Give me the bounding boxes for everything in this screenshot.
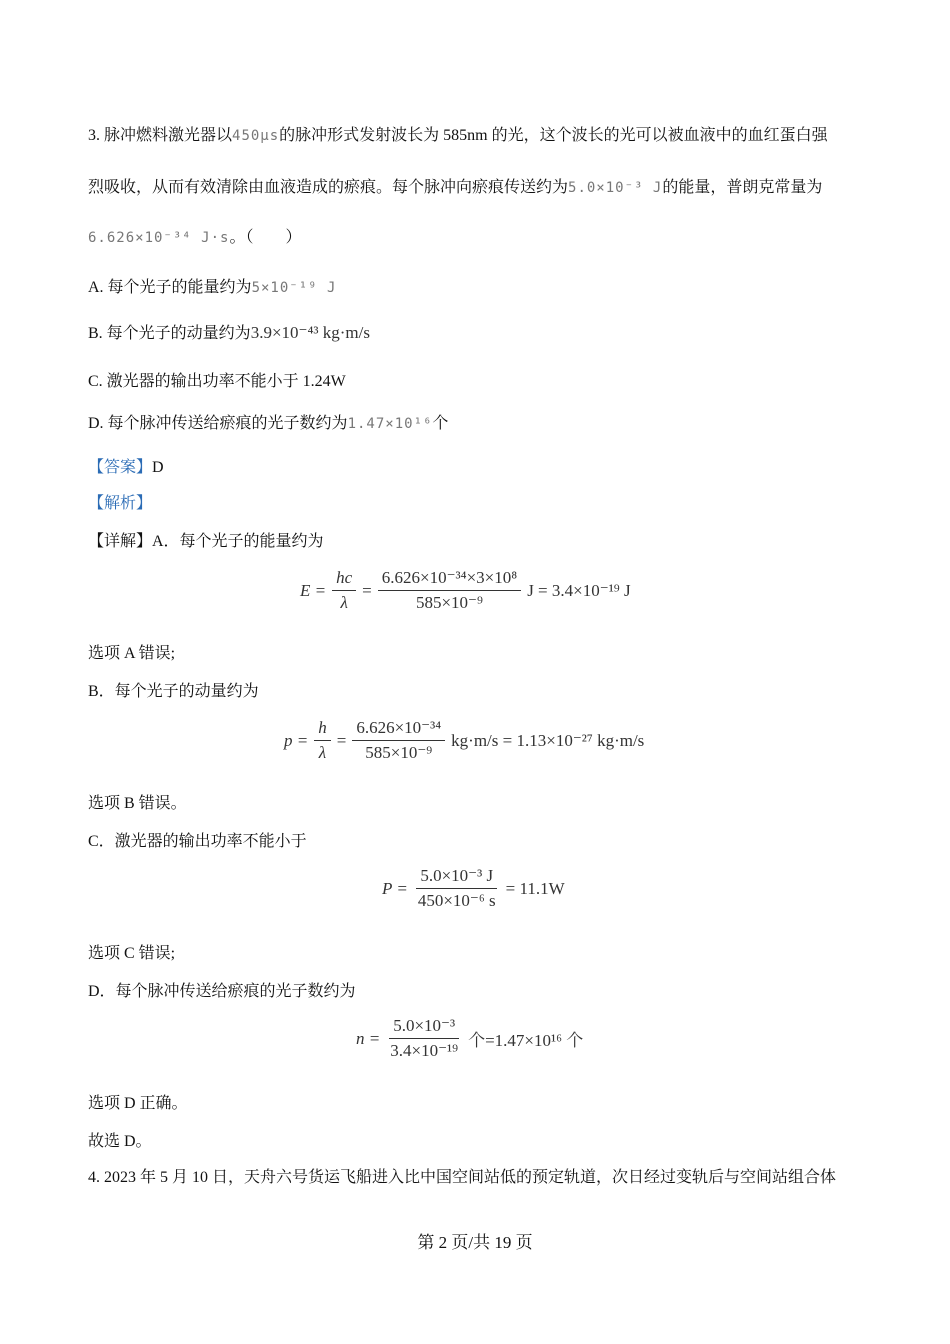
detail-intro-a: 【详解】A．每个光子的能量约为	[88, 533, 324, 550]
fraction-denominator: 3.4×10⁻¹⁹	[390, 1041, 459, 1060]
fraction-denominator: λ	[318, 743, 327, 762]
equation-a	[300, 568, 631, 613]
fraction-values	[414, 866, 500, 911]
equation-rhs: = 11.1W	[505, 878, 565, 898]
detail-intro-b: B．每个光子的动量约为	[88, 683, 259, 700]
fraction-numerator: 6.626×10⁻³⁴×3×10⁸	[378, 568, 521, 591]
equation-lhs: n =	[356, 1028, 381, 1048]
question-4-line-1: 4. 2023 年 5 月 10 日，天舟六号货运飞船进入比中国空间站低的预定轨道，次日经过变轨后与空间站组合体	[88, 1169, 837, 1186]
fraction-numerator: hc	[332, 568, 356, 591]
option-d	[88, 410, 448, 433]
page-number: 第 2 页/共 19 页	[417, 1233, 533, 1252]
math-image-option-a: 5×10⁻¹⁹ J	[251, 280, 337, 296]
option-a	[88, 274, 336, 297]
option-b	[88, 320, 370, 343]
detail-intro-d: D．每个脉冲传送给瘀痕的光子数约为	[88, 983, 356, 1000]
fraction-values	[378, 568, 521, 613]
question-3-line-1	[88, 122, 828, 145]
equation-rhs: J = 3.4×10⁻¹⁹ J	[527, 580, 631, 600]
math-image-pulse-duration: 450μs	[232, 128, 280, 144]
equation-lhs: E =	[300, 580, 327, 600]
fraction-denominator: 585×10⁻⁹	[365, 743, 433, 762]
conclusion-b: 选项 B 错误。	[88, 795, 187, 812]
analysis-tag: 【解析】	[88, 495, 153, 512]
fraction-values	[352, 718, 445, 763]
fraction-numerator: h	[314, 718, 331, 741]
question-3-line-3	[88, 224, 301, 247]
equation-lhs: P =	[382, 878, 408, 898]
option-c: C. 激光器的输出功率不能小于 1.24W	[88, 373, 346, 390]
equals-sign: =	[362, 580, 372, 600]
fraction-denominator: 585×10⁻⁹	[415, 593, 483, 612]
answer-tag: 【答案】	[88, 459, 153, 476]
equation-d	[356, 1016, 583, 1061]
question-text: 的脉冲形式发射波长为 585nm 的光，这个波长的光可以被血液中的血红蛋白强	[279, 127, 828, 144]
detail-intro-c: C．激光器的输出功率不能小于	[88, 833, 307, 850]
answer-value: D	[152, 459, 164, 476]
final-answer: 故选 D。	[88, 1133, 152, 1150]
fraction-numerator: 5.0×10⁻³	[389, 1016, 459, 1039]
question-text: 。（ ）	[229, 229, 302, 246]
question-text: 烈吸收，从而有效清除由血液造成的瘀痕。每个脉冲向瘀痕传送约为	[88, 179, 569, 196]
option-text: 个	[432, 415, 449, 432]
conclusion-a: 选项 A 错误;	[88, 645, 176, 662]
conclusion-d: 选项 D 正确。	[88, 1095, 188, 1112]
option-text: B. 每个光子的动量约为	[88, 325, 251, 342]
question-text: 的能量，普朗克常量为	[662, 179, 823, 196]
fraction-denominator: 450×10⁻⁶ s	[417, 891, 496, 910]
option-text: A. 每个光子的能量约为	[88, 279, 252, 296]
equation-c	[382, 866, 565, 911]
math-image-option-d: 1.47×10¹⁶	[347, 416, 433, 432]
fraction-denominator: λ	[340, 593, 348, 612]
fraction-numerator: 5.0×10⁻³ J	[416, 866, 497, 889]
math-image-option-b: 3.9×10⁻⁴³ kg·m/s	[250, 323, 370, 342]
fraction-numerator: 6.626×10⁻³⁴	[352, 718, 445, 741]
math-image-energy: 5.0×10⁻³ J	[568, 180, 663, 196]
fraction-h-lambda	[314, 718, 331, 763]
fraction-values	[386, 1016, 462, 1061]
question-text: 3. 脉冲燃料激光器以	[88, 127, 233, 144]
answer-line	[88, 454, 164, 477]
equation-lhs: p =	[284, 730, 309, 750]
equation-rhs: kg·m/s = 1.13×10⁻²⁷ kg·m/s	[451, 730, 645, 750]
fraction-hc-lambda	[332, 568, 356, 613]
question-3-line-2	[88, 174, 822, 197]
equation-b	[284, 718, 644, 763]
conclusion-c: 选项 C 错误;	[88, 945, 176, 962]
equation-rhs: 个=1.47×10¹⁶ 个	[468, 1031, 584, 1050]
option-text: D. 每个脉冲传送给瘀痕的光子数约为	[88, 415, 348, 432]
math-image-planck: 6.626×10⁻³⁴ J·s	[88, 230, 230, 246]
equals-sign: =	[336, 730, 347, 750]
